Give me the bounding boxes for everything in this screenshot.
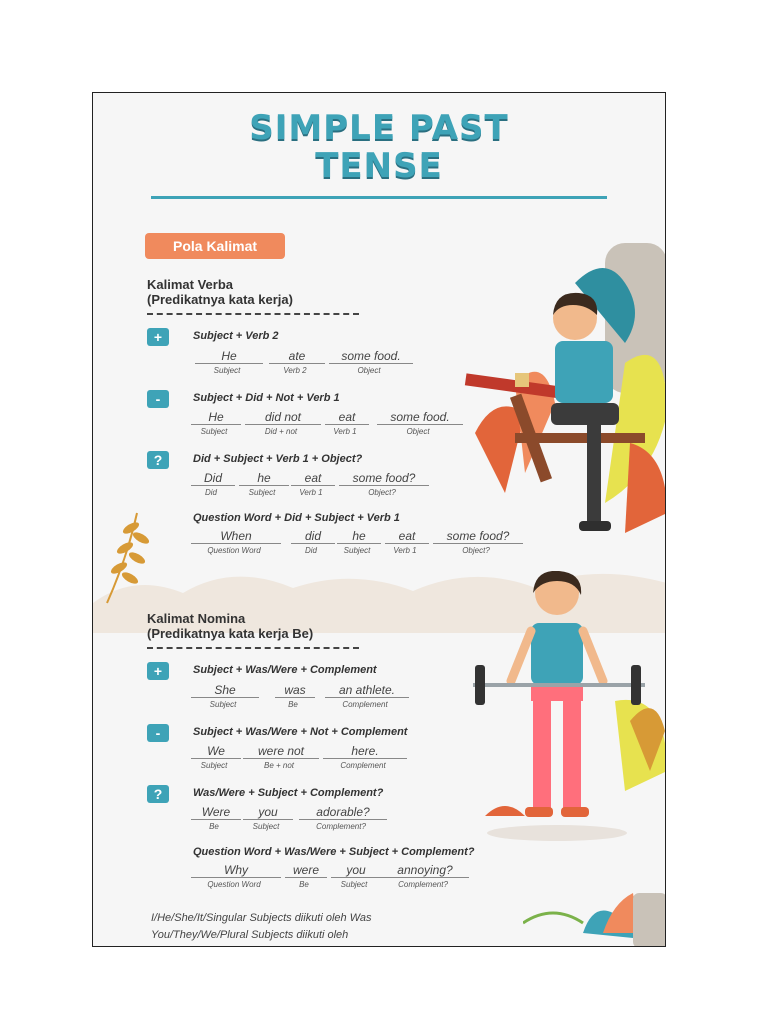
title-divider: [151, 196, 607, 199]
example-word: some food.: [329, 349, 413, 364]
example-label: Complement?: [398, 880, 448, 889]
plus-icon: +: [147, 328, 169, 346]
example-label: Subject: [340, 880, 368, 889]
example-word: you: [243, 805, 293, 820]
example-label: Verb 1: [299, 488, 323, 497]
example-word: We: [191, 744, 241, 759]
example-label: Subject: [248, 488, 276, 497]
example-word: He: [195, 349, 263, 364]
example-label: Be: [299, 880, 309, 889]
verbal-subheading: (Predikatnya kata kerja): [147, 292, 293, 307]
woman-lifting-illustration: [465, 571, 666, 851]
example-word: here.: [323, 744, 407, 759]
example-label: Complement?: [316, 822, 366, 831]
example-word: Why: [191, 863, 281, 878]
example-word: you: [331, 863, 381, 878]
example-label: Object: [357, 366, 381, 375]
plant-decoration-icon: [523, 863, 666, 947]
example-label: Complement: [340, 761, 386, 770]
example-label: Be: [209, 822, 219, 831]
example-label: Subject: [200, 761, 228, 770]
example-label: Subject: [252, 822, 280, 831]
nominal-negative-formula: Subject + Was/Were + Not + Complement: [193, 726, 408, 738]
nominal-question-formula: Was/Were + Subject + Complement?: [193, 787, 384, 799]
verbal-positive-formula: Subject + Verb 2: [193, 330, 279, 342]
example-label: Did: [304, 546, 317, 555]
example-word: he: [239, 471, 289, 486]
example-word: annoying?: [381, 863, 469, 878]
nominal-heading: Kalimat Nomina: [147, 611, 246, 626]
example-label: Object: [406, 427, 430, 436]
footer-note-plural: You/They/We/Plural Subjects diikuti oleh: [151, 929, 349, 941]
example-label: Object?: [462, 546, 490, 555]
man-eating-illustration: [455, 243, 666, 533]
question-icon: ?: [147, 785, 169, 803]
example-word: She: [191, 683, 259, 698]
question-icon: ?: [147, 451, 169, 469]
example-word: some food?: [339, 471, 429, 486]
example-label: Verb 1: [333, 427, 357, 436]
example-label: Question Word: [207, 546, 261, 555]
example-word: ate: [269, 349, 325, 364]
verbal-dash-divider: [147, 313, 359, 315]
example-word: was: [275, 683, 315, 698]
example-word: When: [191, 529, 281, 544]
verbal-heading: Kalimat Verba: [147, 277, 233, 292]
page-title-line1: SIMPLE PAST: [249, 108, 509, 148]
nominal-subheading: (Predikatnya kata kerja Be): [147, 626, 314, 641]
example-word: eat: [385, 529, 429, 544]
wheat-plant-icon: [97, 508, 167, 608]
nominal-dash-divider: [147, 647, 359, 649]
example-word: adorable?: [299, 805, 387, 820]
nominal-wh-question-formula: Question Word + Was/Were + Subject + Complement?: [193, 846, 475, 858]
example-label: Did: [204, 488, 217, 497]
verbal-wh-question-formula: Question Word + Did + Subject + Verb 1: [193, 512, 400, 524]
example-label: Verb 1: [393, 546, 417, 555]
example-word: eat: [291, 471, 335, 486]
example-word: were: [285, 863, 327, 878]
example-label: Did + not: [264, 427, 298, 436]
verbal-question-formula: Did + Subject + Verb 1 + Object?: [193, 453, 363, 465]
example-label: Be + not: [263, 761, 295, 770]
example-word: were not: [243, 744, 319, 759]
example-word: he: [337, 529, 381, 544]
example-word: did not: [245, 410, 321, 425]
example-word: He: [191, 410, 241, 425]
example-label: Be: [288, 700, 298, 709]
example-word: Were: [191, 805, 241, 820]
example-label: Subject: [200, 427, 228, 436]
example-word: an athlete.: [325, 683, 409, 698]
example-label: Question Word: [207, 880, 261, 889]
example-label: Verb 2: [283, 366, 307, 375]
page-title-line2: TENSE: [315, 146, 443, 186]
example-word: some food?: [433, 529, 523, 544]
verbal-negative-formula: Subject + Did + Not + Verb 1: [193, 392, 340, 404]
minus-icon: -: [147, 390, 169, 408]
example-word: eat: [325, 410, 369, 425]
example-word: Did: [191, 471, 235, 486]
example-label: Subject: [343, 546, 371, 555]
plus-icon: +: [147, 662, 169, 680]
example-word: some food.: [377, 410, 463, 425]
infographic-poster: [92, 92, 666, 947]
example-word: did: [291, 529, 335, 544]
example-label: Object?: [368, 488, 396, 497]
minus-icon: -: [147, 724, 169, 742]
footer-note-singular: I/He/She/It/Singular Subjects diikuti oleh Was: [151, 912, 372, 924]
nominal-positive-formula: Subject + Was/Were + Complement: [193, 664, 377, 676]
example-label: Complement: [342, 700, 388, 709]
pola-kalimat-badge: Pola Kalimat: [145, 233, 285, 259]
example-label: Subject: [209, 700, 237, 709]
example-label: Subject: [213, 366, 241, 375]
